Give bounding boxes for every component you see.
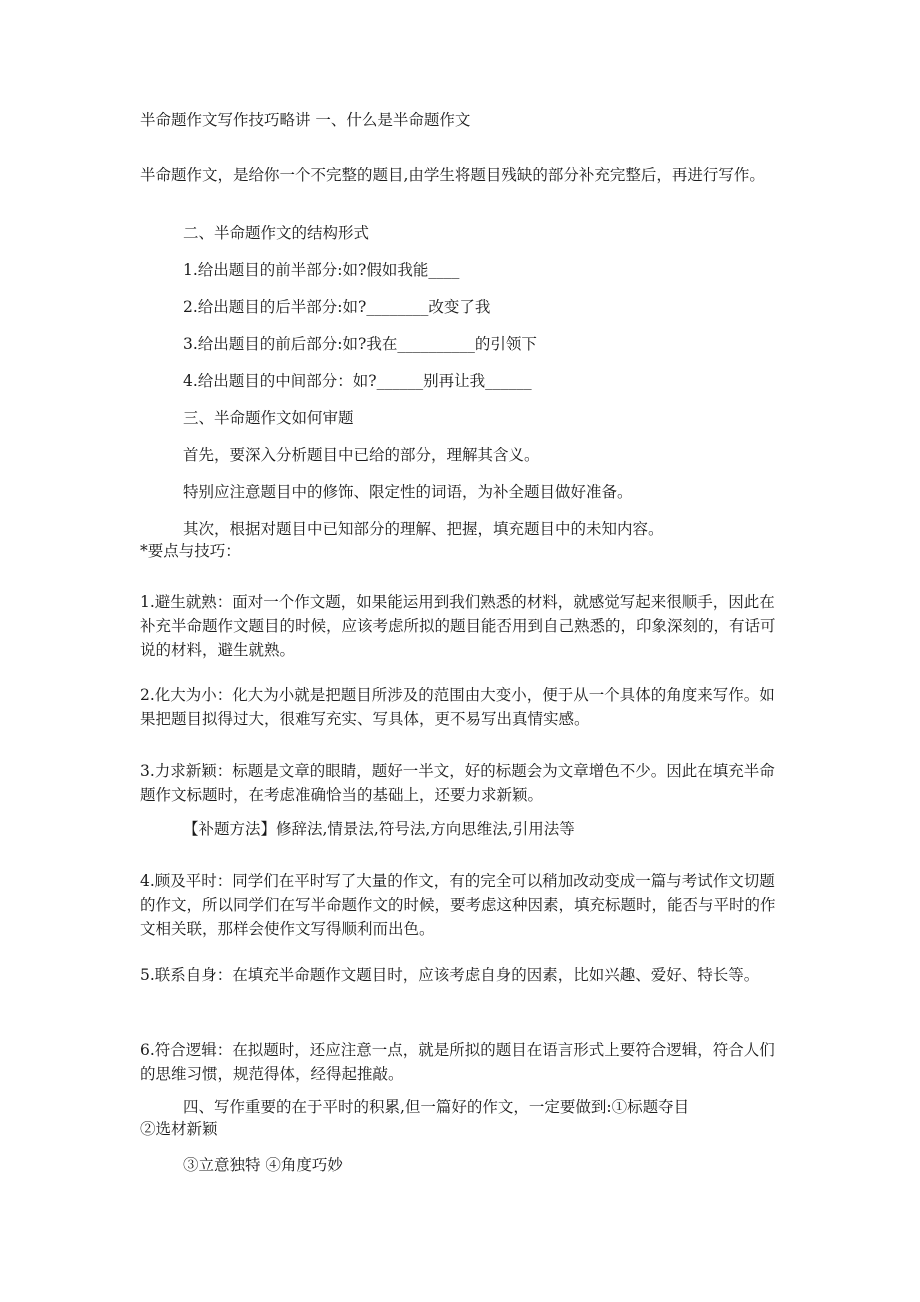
section-heading-review: 三、半命题作文如何审题 bbox=[183, 409, 354, 427]
form-item-4: 4.给出题目的中间部分：如?______别再让我______ bbox=[183, 372, 532, 390]
section-four-line-1: 四、写作重要的在于平时的积累,但一篇好的作文，一定要做到:①标题夺目 bbox=[183, 1098, 690, 1116]
tip-paragraph-1: 1.避生就熟：面对一个作文题，如果能运用到我们熟悉的材料，就感觉写起来很顺手，因此在补充半命题作文题目的时候，应该考虑所拟的题目能否用到自己熟悉的，印象深刻的，有话可说的材料，避生就熟。 bbox=[140, 593, 776, 659]
tip-paragraph-4: 4.顾及平时：同学们在平时写了大量的作文，有的完全可以稍加改动变成一篇与考试作文切题的作文，所以同学们在写半命题作文的时候，要考虑这种因素，填充标题时，能否与平时的作文相关联，那样会使作文写得顺利而出色。 bbox=[140, 872, 776, 938]
form-item-3: 3.给出题目的前后部分:如?我在__________的引领下 bbox=[183, 335, 537, 353]
tip-paragraph-2: 2.化大为小：化大为小就是把题目所涉及的范围由大变小，便于从一个具体的角度来写作。如果把题目拟得过大，很难写充实、写具体，更不易写出真情实感。 bbox=[140, 686, 775, 728]
methods-line: 【补题方法】修辞法,情景法,符号法,方向思维法,引用法等 bbox=[183, 820, 575, 838]
tip-paragraph-3: 3.力求新颖：标题是文章的眼睛，题好一半文，好的标题会为文章增色不少。因此在填充半命题作文标题时，在考虑准确恰当的基础上，还要力求新颖。 bbox=[140, 762, 775, 804]
section-heading-structure: 二、半命题作文的结构形式 bbox=[183, 224, 370, 242]
form-item-2: 2.给出题目的后半部分:如?________改变了我 bbox=[183, 298, 491, 316]
review-step-3: 其次，根据对题目中已知部分的理解、把握，填充题目中的未知内容。 bbox=[183, 520, 664, 538]
review-step-1: 首先，要深入分析题目中已给的部分，理解其含义。 bbox=[183, 446, 540, 464]
section-four-line-3: ③立意独特 ④角度巧妙 bbox=[183, 1156, 343, 1174]
tip-paragraph-5: 5.联系自身：在填充半命题作文题目时，应该考虑自身的因素，比如兴趣、爱好、特长等。 bbox=[140, 966, 760, 984]
section-four-line-2: ②选材新颖 bbox=[140, 1120, 218, 1138]
tip-paragraph-6: 6.符合逻辑：在拟题时，还应注意一点，就是所拟的题目在语言形式上要符合逻辑，符合人们的思维习惯，规范得体，经得起推敲。 bbox=[140, 1041, 775, 1083]
tips-heading: *要点与技巧： bbox=[140, 542, 241, 560]
definition-paragraph: 半命题作文，是给你一个不完整的题目,由学生将题目残缺的部分补充完整后，再进行写作。 bbox=[140, 166, 765, 184]
form-item-1: 1.给出题目的前半部分:如?假如我能____ bbox=[183, 261, 460, 279]
review-step-2: 特别应注意题目中的修饰、限定性的词语，为补全题目做好准备。 bbox=[183, 483, 633, 501]
title-line: 半命题作文写作技巧略讲 一、什么是半命题作文 bbox=[140, 111, 471, 129]
